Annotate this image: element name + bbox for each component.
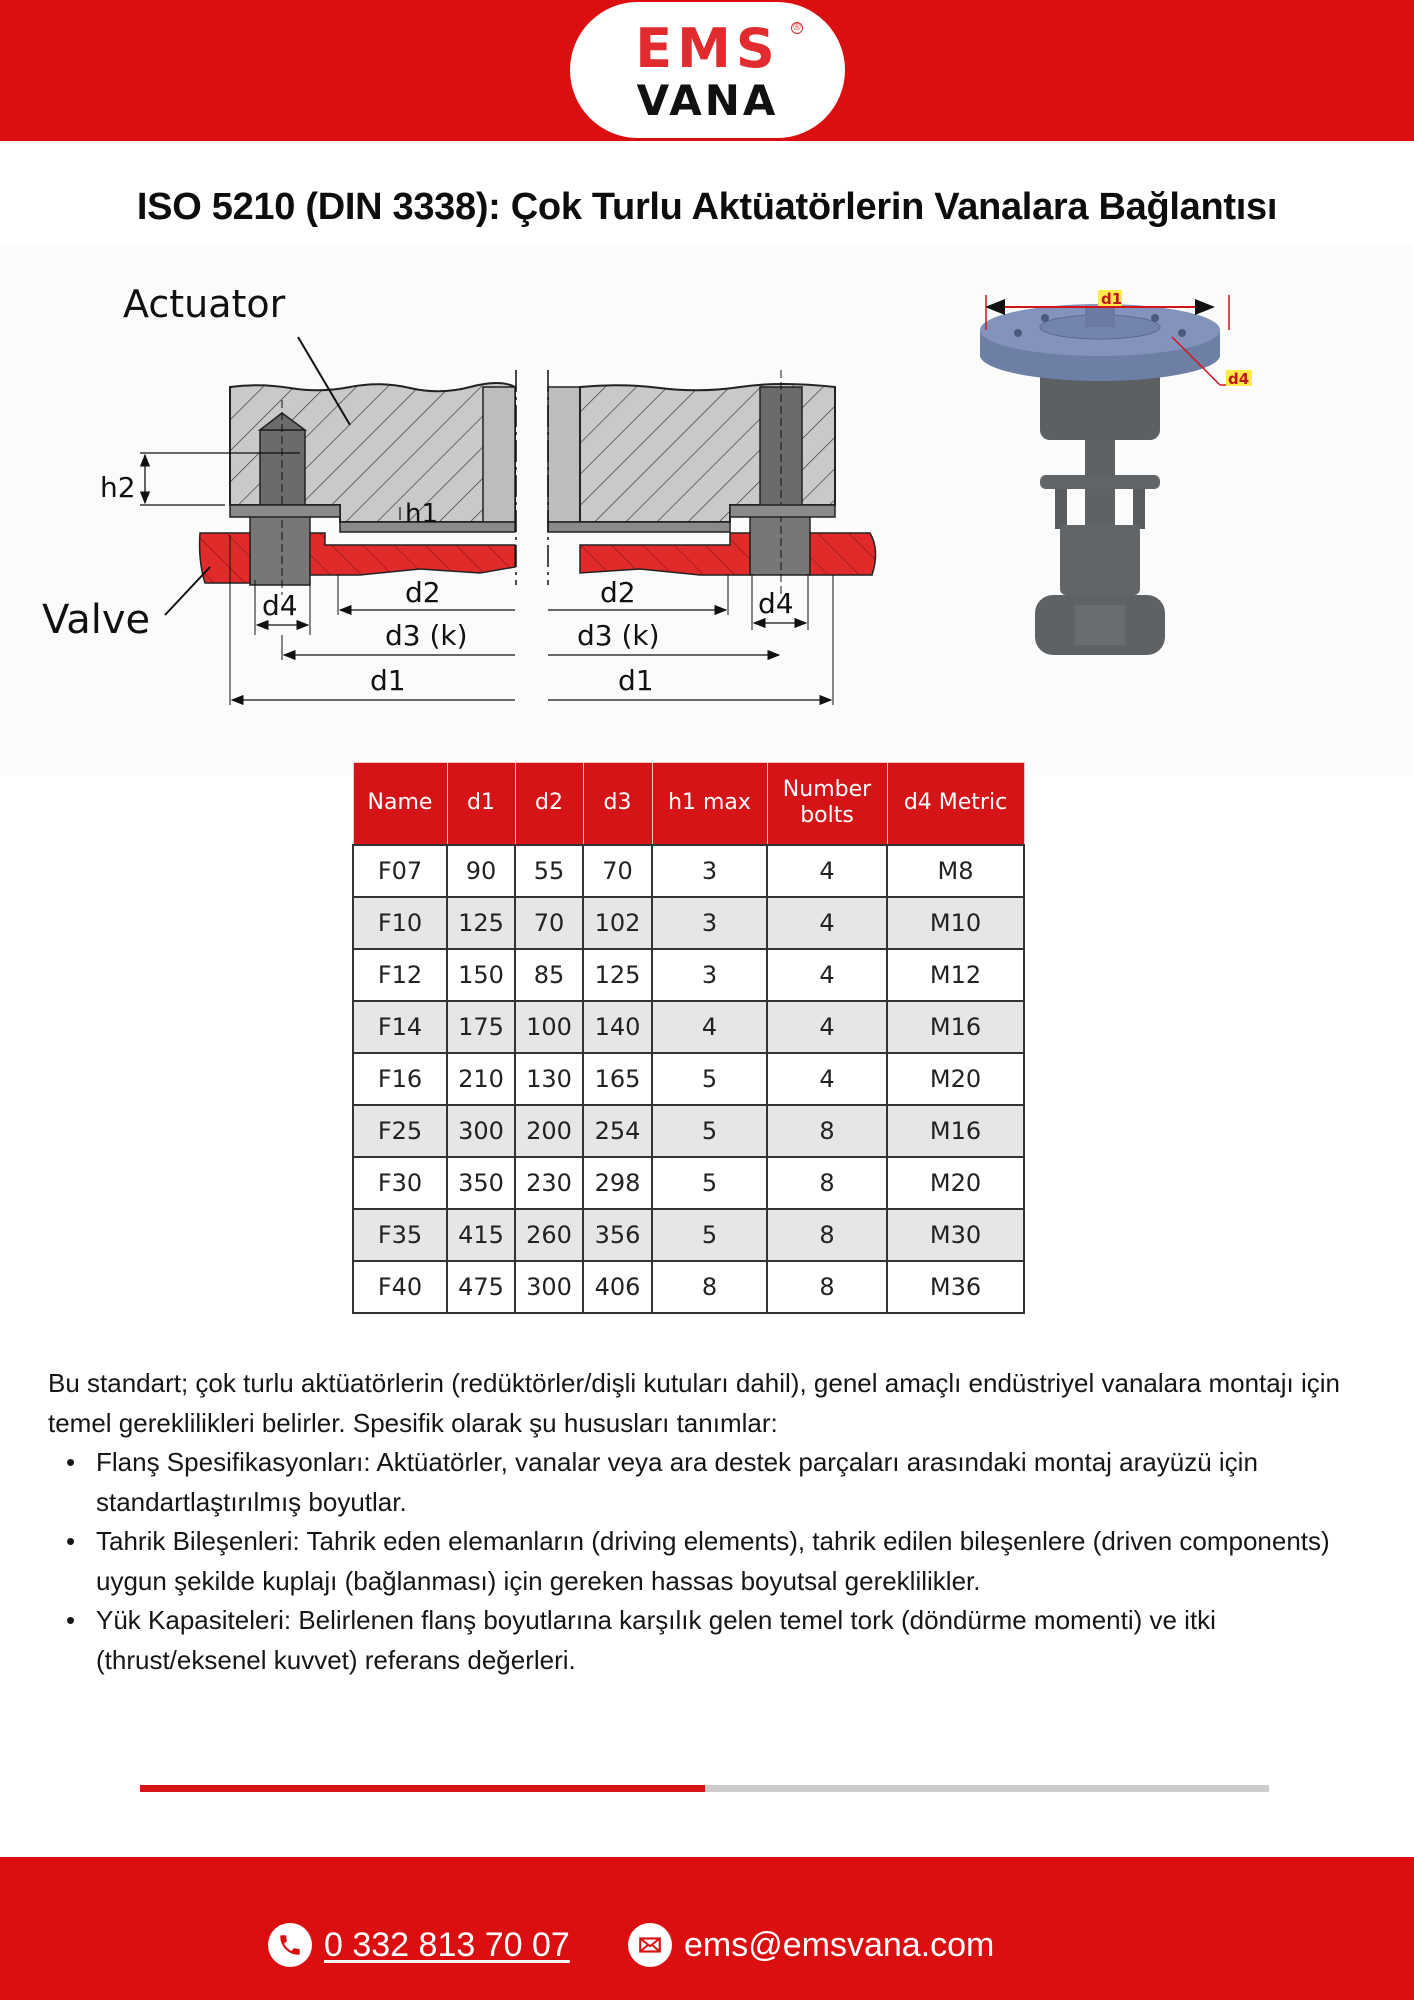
cell-h1-max: 4 bbox=[652, 1001, 767, 1053]
page-progress-fill bbox=[140, 1785, 705, 1792]
cell-d2: 85 bbox=[515, 949, 583, 1001]
cell-number-bolts: 8 bbox=[767, 1157, 887, 1209]
phone-link[interactable]: 0 332 813 70 07 bbox=[324, 1925, 570, 1964]
bullet-icon: • bbox=[66, 1447, 76, 1477]
bullet-icon: • bbox=[66, 1605, 76, 1635]
cell-d2: 300 bbox=[515, 1261, 583, 1313]
cell-d3: 356 bbox=[583, 1209, 652, 1261]
list-item-text: Flanş Spesifikasyonları: Aktüatörler, vanalar veya ara destek parçaları arasındaki montaj arayüzü için standartlaştırılmış boyutlar. bbox=[96, 1447, 1258, 1517]
email-contact bbox=[628, 1923, 994, 1967]
col-header-d2: d2 bbox=[515, 763, 583, 845]
cell-name: F10 bbox=[353, 897, 447, 949]
table-header-row bbox=[353, 763, 1024, 845]
cell-d3: 125 bbox=[583, 949, 652, 1001]
flange-spec-table bbox=[352, 762, 1025, 1314]
cell-name: F25 bbox=[353, 1105, 447, 1157]
cell-d4-metric: M16 bbox=[887, 1105, 1024, 1157]
col-header-d1: d1 bbox=[447, 763, 515, 845]
cell-d3: 254 bbox=[583, 1105, 652, 1157]
list-item bbox=[48, 1443, 1348, 1522]
dim-label-d3-left: d3 (k) bbox=[385, 619, 468, 652]
col-header-number-bolts: Number bolts bbox=[767, 763, 887, 845]
cell-d1: 415 bbox=[447, 1209, 515, 1261]
photo-label-d1: d1 bbox=[1101, 290, 1123, 308]
col-header-d3: d3 bbox=[583, 763, 652, 845]
table-row bbox=[353, 1001, 1024, 1053]
cell-d4-metric: M16 bbox=[887, 1001, 1024, 1053]
cell-d4-metric: M36 bbox=[887, 1261, 1024, 1313]
cell-number-bolts: 4 bbox=[767, 1053, 887, 1105]
dim-label-d4-right: d4 bbox=[758, 587, 794, 620]
cell-name: F16 bbox=[353, 1053, 447, 1105]
cell-d2: 260 bbox=[515, 1209, 583, 1261]
logo-vana-text: VANA bbox=[636, 76, 779, 125]
col-header-h1-max: h1 max bbox=[652, 763, 767, 845]
cell-name: F14 bbox=[353, 1001, 447, 1053]
cell-d3: 298 bbox=[583, 1157, 652, 1209]
logo-ems-text: EMS bbox=[635, 17, 780, 80]
cell-d1: 150 bbox=[447, 949, 515, 1001]
cell-d3: 102 bbox=[583, 897, 652, 949]
cell-d1: 300 bbox=[447, 1105, 515, 1157]
description bbox=[48, 1364, 1348, 1680]
cell-h1-max: 8 bbox=[652, 1261, 767, 1313]
cell-d3: 70 bbox=[583, 845, 652, 897]
cell-d4-metric: M20 bbox=[887, 1157, 1024, 1209]
footer-bar bbox=[0, 1857, 1414, 2000]
col-header-name: Name bbox=[353, 763, 447, 845]
cell-name: F35 bbox=[353, 1209, 447, 1261]
cell-h1-max: 5 bbox=[652, 1105, 767, 1157]
brand-logo[interactable] bbox=[570, 2, 845, 138]
cell-d3: 165 bbox=[583, 1053, 652, 1105]
dim-label-d1-left: d1 bbox=[370, 664, 406, 697]
table-row bbox=[353, 1105, 1024, 1157]
header-bar bbox=[0, 0, 1414, 141]
label-valve: Valve bbox=[42, 597, 151, 643]
dim-label-d1-right: d1 bbox=[618, 664, 654, 697]
cell-h1-max: 5 bbox=[652, 1157, 767, 1209]
dim-label-d4-left: d4 bbox=[262, 589, 298, 622]
dim-label-d2-left: d2 bbox=[405, 576, 441, 609]
bullet-list bbox=[48, 1443, 1348, 1680]
cell-number-bolts: 4 bbox=[767, 845, 887, 897]
cell-h1-max: 3 bbox=[652, 897, 767, 949]
cell-d4-metric: M12 bbox=[887, 949, 1024, 1001]
list-item-text: Yük Kapasiteleri: Belirlenen flanş boyutlarına karşılık gelen temel tork (döndürme momenti) ve itki (thrust/eksenel kuvvet) referans değerleri. bbox=[96, 1605, 1216, 1675]
photo-label-d4: d4 bbox=[1228, 370, 1250, 388]
table-row bbox=[353, 845, 1024, 897]
registered-mark-icon: ® bbox=[791, 22, 803, 34]
cell-name: F40 bbox=[353, 1261, 447, 1313]
flange-diagram bbox=[0, 245, 1414, 775]
table-row bbox=[353, 1157, 1024, 1209]
table-row bbox=[353, 949, 1024, 1001]
col-header-d4-metric: d4 Metric bbox=[887, 763, 1024, 845]
cell-name: F30 bbox=[353, 1157, 447, 1209]
table-row bbox=[353, 1209, 1024, 1261]
dim-label-d3-right: d3 (k) bbox=[577, 619, 660, 652]
cell-d2: 230 bbox=[515, 1157, 583, 1209]
cell-d1: 475 bbox=[447, 1261, 515, 1313]
cell-d3: 406 bbox=[583, 1261, 652, 1313]
dim-label-d2-right: d2 bbox=[600, 576, 636, 609]
cell-h1-max: 5 bbox=[652, 1209, 767, 1261]
cell-d4-metric: M8 bbox=[887, 845, 1024, 897]
cell-number-bolts: 4 bbox=[767, 897, 887, 949]
bullet-icon: • bbox=[66, 1526, 76, 1556]
cell-d1: 90 bbox=[447, 845, 515, 897]
label-actuator: Actuator bbox=[123, 282, 286, 326]
page-progress-bar bbox=[140, 1785, 1269, 1792]
page-title: ISO 5210 (DIN 3338): Çok Turlu Aktüatörlerin Vanalara Bağlantısı bbox=[136, 186, 1278, 228]
cell-d1: 125 bbox=[447, 897, 515, 949]
cell-h1-max: 5 bbox=[652, 1053, 767, 1105]
cell-number-bolts: 4 bbox=[767, 1001, 887, 1053]
cell-h1-max: 3 bbox=[652, 949, 767, 1001]
cell-h1-max: 3 bbox=[652, 845, 767, 897]
email-link[interactable]: ems@emsvana.com bbox=[684, 1925, 995, 1964]
cell-d2: 100 bbox=[515, 1001, 583, 1053]
flange-cross-section-drawing bbox=[0, 245, 1414, 775]
cell-d1: 210 bbox=[447, 1053, 515, 1105]
envelope-icon bbox=[628, 1923, 672, 1967]
phone-contact bbox=[268, 1923, 570, 1967]
cell-d2: 55 bbox=[515, 845, 583, 897]
cell-d2: 70 bbox=[515, 897, 583, 949]
cell-name: F07 bbox=[353, 845, 447, 897]
dim-label-h1: h1 bbox=[405, 499, 439, 529]
cell-name: F12 bbox=[353, 949, 447, 1001]
cell-d1: 175 bbox=[447, 1001, 515, 1053]
table-row bbox=[353, 897, 1024, 949]
cell-d2: 200 bbox=[515, 1105, 583, 1157]
intro-paragraph: Bu standart; çok turlu aktüatörlerin (redüktörler/dişli kutuları dahil), genel amaçlı endüstriyel vanalara montajı için temel gereklilikleri belirler. Spesifik olarak şu hususları tanımlar: bbox=[48, 1368, 1340, 1438]
cell-d3: 140 bbox=[583, 1001, 652, 1053]
cell-d4-metric: M10 bbox=[887, 897, 1024, 949]
list-item bbox=[48, 1601, 1348, 1680]
list-item bbox=[48, 1522, 1348, 1601]
cell-d1: 350 bbox=[447, 1157, 515, 1209]
phone-icon bbox=[268, 1923, 312, 1967]
cell-d2: 130 bbox=[515, 1053, 583, 1105]
table-row bbox=[353, 1261, 1024, 1313]
cell-d4-metric: M30 bbox=[887, 1209, 1024, 1261]
cell-number-bolts: 8 bbox=[767, 1261, 887, 1313]
cell-d4-metric: M20 bbox=[887, 1053, 1024, 1105]
cell-number-bolts: 4 bbox=[767, 949, 887, 1001]
dim-label-h2: h2 bbox=[100, 471, 136, 504]
table-row bbox=[353, 1053, 1024, 1105]
list-item-text: Tahrik Bileşenleri: Tahrik eden elemanların (driving elements), tahrik edilen bileşenlere (driven components) uygun şekilde kuplajı (bağlanması) için gereken hassas boyutsal gereklilikler. bbox=[96, 1526, 1330, 1596]
cell-number-bolts: 8 bbox=[767, 1105, 887, 1157]
cell-number-bolts: 8 bbox=[767, 1209, 887, 1261]
